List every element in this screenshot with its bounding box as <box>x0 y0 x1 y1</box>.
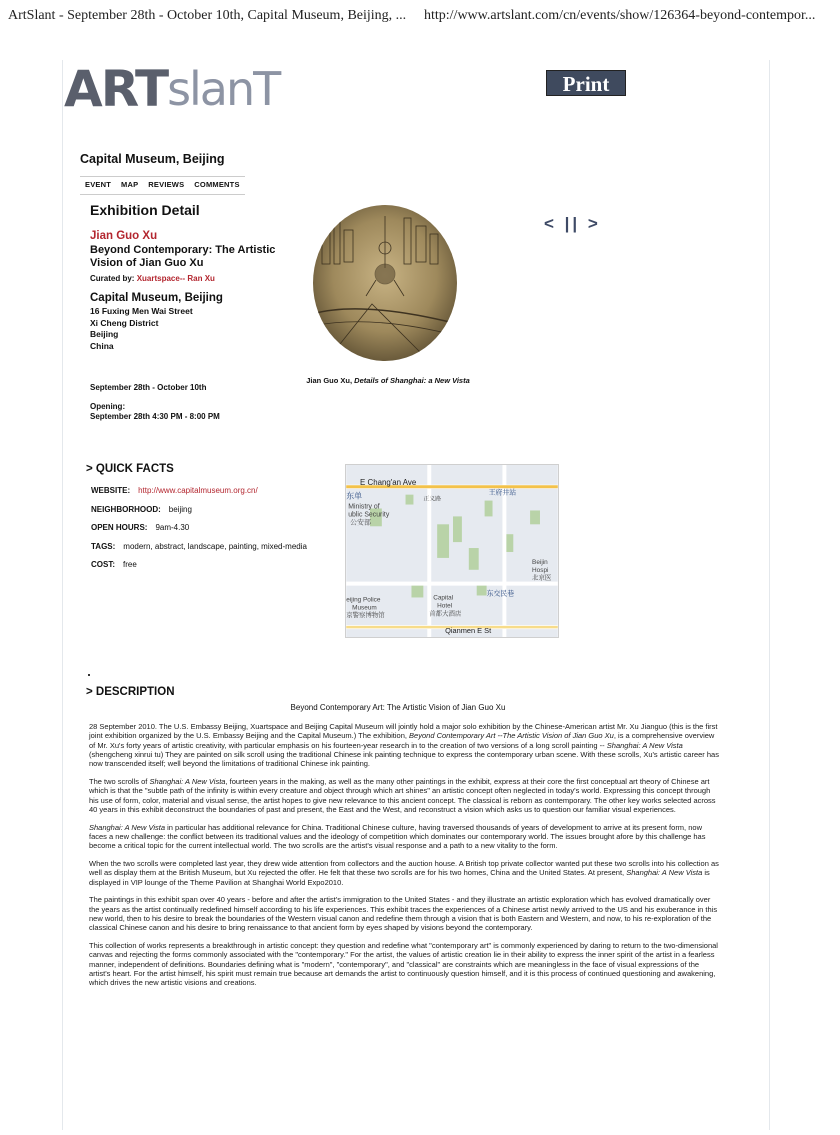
quick-facts-heading: > QUICK FACTS <box>86 463 174 475</box>
map-label-road: 正义路 <box>423 496 442 503</box>
description-paragraph: This collection of works represents a breakthrough in artistic concept: they question and redefine what "contemporary art" is commonly experienced by daring to return to the two-dimensional canvas and rejecting the forms commonly associated with the "contemporary." For the artist, the values of artistic creation lie in their ability to express the inner spirit of the artist in a fearless manner, independent of definitions. Boundaries defining what is "modern", "contemporary", and "classical" are constraints which are meaningless in the face of visual expressions of the artist's heart. For the artist himself, his spirit must remain true because art demands the artist to continuously question himself, and it is this process of continued questioning and awakening, which drives the new artistic visions and creations. <box>89 941 718 988</box>
text-run: in particular has additional relevance for China. Traditional Chinese culture, having traversed thousands of years of development to arrive at its present form, now faces a new challenge: the conflict between its traditional values and the ideology of competition which dominates our contemporary world. The issues brought afore by this challenge has become a critical topic for the current intellectual world. The two scrolls are the artist's visual response and a path to a new vitality to the form. <box>89 822 706 851</box>
image-caption <box>300 376 476 385</box>
browser-header <box>8 8 832 28</box>
image-pager <box>544 214 601 234</box>
pause-icon[interactable]: || <box>564 214 581 233</box>
map-label-top-street: E Chang'an Ave <box>360 477 417 487</box>
address-line: Xi Cheng District <box>90 317 159 328</box>
description-paragraph <box>89 823 719 851</box>
text-run-italic: Beyond Contemporary Art --The Artistic Vision of Jian Guo Xu <box>409 731 614 741</box>
tab-reviews[interactable]: REVIEWS <box>148 180 185 189</box>
address-line: 16 Fuxing Men Wai Street <box>90 306 193 316</box>
description-paragraph: The paintings in this exhibit span over 40 years - before and after the artist's immigration to the United States - and they illustrate an artistic exploration which has evolved dramatically over the years as the artist continually redefined himself according to his life experiences. This exhibit traces the experiences of a Chinese artist newly arrived to the US and his exuberance in this new world, then to his desire to break the boundaries of the Western visual canon and redefine them through a vision that is both Eastern and Western, and now, to his re-exploration of the classical Chinese canon and his desire to bring renaissance to that ancient form by eyes shaped by visions beyond the contemporary. <box>89 895 718 933</box>
location-map[interactable] <box>345 464 559 638</box>
caption-work: Details of Shanghai: a New Vista <box>354 376 470 385</box>
map-label-hospital-cn: 北京医 <box>532 574 552 582</box>
map-label-police-museum: Museum <box>352 604 377 612</box>
map-label-capital-hotel: Capital <box>433 594 454 602</box>
description-paragraph <box>89 777 719 814</box>
print-button[interactable]: Print <box>546 70 626 96</box>
text-run-italic: Shanghai: A New Vista <box>149 776 226 786</box>
map-label-dongjiao: 东交民巷 <box>486 590 515 598</box>
qf-cost-label: COST: <box>91 560 115 569</box>
tab-event[interactable]: EVENT <box>85 180 112 189</box>
qf-neighborhood <box>91 505 192 514</box>
next-icon[interactable]: > <box>587 214 601 233</box>
map-label-hospital: Hospi <box>532 566 549 574</box>
opening-time: September 28th 4:30 PM - 8:00 PM <box>90 412 220 421</box>
caption-artist: Jian Guo Xu, <box>306 376 355 385</box>
qf-cost-value: free <box>123 560 137 569</box>
map-label-ministry-cn: 公安部 <box>350 519 371 527</box>
qf-website-label: WEBSITE: <box>91 486 131 495</box>
description-body <box>89 722 719 996</box>
description-heading: > DESCRIPTION <box>86 686 175 698</box>
map-label-ministry: Ministry of <box>348 503 380 511</box>
qf-tags-value[interactable]: modern, abstract, landscape, painting, mixed-media <box>123 542 307 551</box>
page-title: Capital Museum, Beijing <box>80 152 225 166</box>
browser-page-url: http://www.artslant.com/cn/events/show/126364-beyond-contempor... <box>424 8 816 23</box>
curated-by <box>90 274 215 283</box>
text-run: When the two scrolls were completed last year, they drew wide attention from collectors and the auction house. A British top private collector wanted put these two scrolls into his collection as well as display them at the British Museum, but Xu rejected the offer. He felt that these two scrolls are for his two homes, China and the United States. At present, <box>89 859 719 878</box>
text-run: , fourteen years in the making, as well as the many other paintings in the exhibit, express at their core the first conceptual art theory of Chinese art which is that the "subtle path of the infinity is within every creature and object through which art shines" an artistic concept often neglected in today's world. Expressing this concept through his use of form, color, material and visual sense, the artist hopes to give new relevance to this ancient concept. The classical is reborn as contemporary. The other key works selected across 40 years in this exhibit deconstruct the boundaries of past and present, the East and the West, and reconstruct a vision which asks us to question our familiar visual experiences. <box>89 776 716 814</box>
description-paragraph <box>89 859 719 887</box>
artslant-logo[interactable] <box>64 60 280 118</box>
qf-tags <box>91 542 307 551</box>
tab-comments[interactable]: COMMENTS <box>194 180 240 189</box>
text-run: The two scrolls of <box>89 776 150 786</box>
address-line: China <box>90 340 114 351</box>
map-label-hospital: Beijin <box>532 558 548 566</box>
qf-website <box>91 486 258 495</box>
logo-art-text: ART <box>64 60 168 118</box>
text-run: is displayed in VIP lounge of the Theme Pavilion at Shanghai World Expo2010. <box>89 868 710 887</box>
browser-page-title: ArtSlant - September 28th - October 10th, Capital Museum, Beijing, ... <box>8 8 407 23</box>
map-label-station-right: 王府井站 <box>488 489 517 497</box>
map-label-police-museum: eijing Police <box>346 596 381 604</box>
map-label-ministry: ublic Security <box>348 511 390 519</box>
opening-label: Opening: <box>90 402 126 411</box>
curated-label: Curated by: <box>90 274 135 283</box>
exhibition-detail-heading: Exhibition Detail <box>90 202 200 218</box>
text-run: (shengcheng xinrui tu) They are painted on silk scroll using the traditional Chinese ink painting technique to express the contemporary urban scene. With these scrolls, Xu's artistic career has now transcended itself; well beyond the limitations of traditional Chinese ink painting. <box>89 749 719 769</box>
map-label-capital-cn: 首都大酒店 <box>429 610 462 618</box>
text-run-italic: Shanghai: A New Vista <box>626 868 703 878</box>
qf-neighborhood-label: NEIGHBORHOOD: <box>91 505 161 514</box>
map-label-capital-hotel: Hotel <box>437 602 453 610</box>
curator-link[interactable]: Xuartspace-- Ran Xu <box>136 274 215 283</box>
tab-map[interactable]: MAP <box>121 180 139 189</box>
description-paragraph <box>89 722 719 768</box>
qf-hours-value: 9am-4.30 <box>155 523 190 532</box>
opening-info <box>90 402 220 422</box>
text-run-italic: Shanghai: A New Vista <box>89 822 166 832</box>
bullet-dot <box>88 674 90 676</box>
qf-hours <box>91 523 189 532</box>
text-run-italic: Shanghai: A New Vista <box>606 740 683 750</box>
prev-icon[interactable]: < <box>544 214 557 233</box>
map-label-bottom-street: Qianmen E St <box>445 626 492 636</box>
map-label-station: 东单 <box>346 491 363 501</box>
website-link[interactable]: http://www.capitalmuseum.org.cn/ <box>138 486 258 495</box>
text-run: , is a comprehensive overview of Mr. Xu's forty years of artistic creativity, with particular emphasis on his fourteen-year research in to the creation of two versions of a long scroll painting -- <box>89 731 715 750</box>
artwork-image[interactable] <box>312 204 458 362</box>
exhibition-title: Beyond Contemporary: The Artistic Vision of Jian Guo Xu <box>90 244 276 269</box>
venue-link[interactable]: Capital Museum, Beijing <box>90 292 223 304</box>
artist-link[interactable]: Jian Guo Xu <box>90 230 158 242</box>
qf-tags-label: TAGS: <box>91 542 116 551</box>
logo-slant-text: slanT <box>167 62 280 116</box>
qf-cost <box>91 560 137 569</box>
qf-neighborhood-value: beijing <box>168 505 192 514</box>
event-tabs <box>80 176 245 195</box>
qf-hours-label: OPEN HOURS: <box>91 523 148 532</box>
exhibition-dates: September 28th - October 10th <box>90 383 207 392</box>
description-subtitle: Beyond Contemporary Art: The Artistic Vision of Jian Guo Xu <box>290 703 506 712</box>
address-line: Beijing <box>90 329 119 339</box>
map-label-police-cn: 京警察博物馆 <box>346 612 385 620</box>
text-run: 28 September 2010. The U.S. Embassy Beijing, Xuartspace and Beijing Capital Museum will jointly hold a major solo exhibition by the Chinese-American artist Mr. Xu Jianguo (this is the first joint exhibition organized by the U.S. Embassy Beijing and the Capital Museum.) The exhibition, <box>89 722 718 741</box>
venue-address <box>90 306 193 352</box>
